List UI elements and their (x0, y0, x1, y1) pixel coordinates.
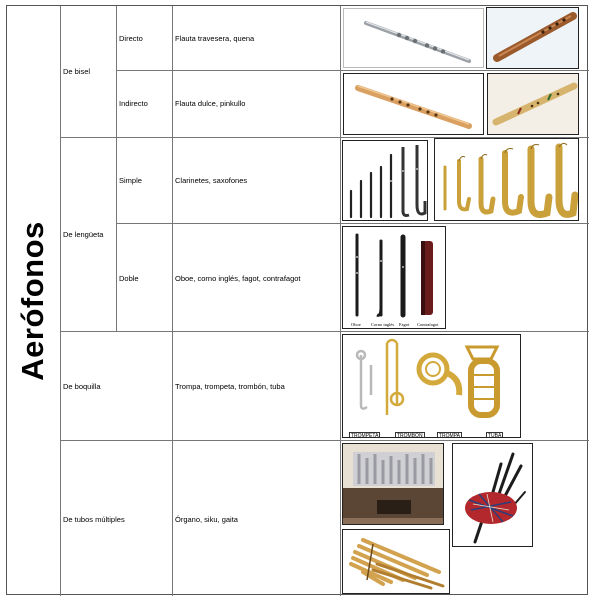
label-tuba: TUBA (488, 433, 502, 438)
label-trompeta: TROMPETA (351, 433, 379, 438)
examples-indirecto: Flauta dulce, pinkullo (175, 99, 246, 108)
title-column (7, 6, 60, 596)
organ-image (342, 443, 444, 525)
examples-boquilla: Trompa, trompeta, trombón, tuba (175, 382, 285, 391)
brass-image (342, 334, 521, 438)
transverse-flute-image (343, 8, 484, 68)
subgroup-label-directo: Directo (119, 34, 143, 43)
grid-line (116, 6, 117, 331)
subgroup-label-doble: Doble (119, 274, 139, 283)
grid-line (116, 223, 589, 224)
instrument-table (6, 5, 588, 595)
saxophones-image (434, 138, 579, 221)
siku-image (342, 529, 450, 594)
grid-line (60, 440, 589, 441)
group-label-lengueta: De lengüeta (63, 230, 104, 239)
bagpipe-image (452, 443, 533, 547)
caption-oboe: Oboe (351, 322, 361, 327)
examples-doble: Oboe, corno inglés, fagot, contrafagot (175, 274, 301, 283)
double-reeds-image (342, 226, 446, 329)
examples-directo: Flauta travesera, quena (175, 34, 255, 43)
recorder-image (343, 73, 484, 135)
examples-tubos: Órgano, siku, gaita (175, 515, 238, 524)
subgroup-label-simple: Simple (119, 176, 142, 185)
clarinets-image (342, 140, 428, 221)
caption-contrafagot: Contrafagot (417, 322, 439, 327)
group-label-bisel: De bisel (63, 67, 91, 76)
quena-image (486, 7, 579, 69)
grid-line (60, 6, 61, 596)
grid-line (116, 70, 589, 71)
grid-line (172, 6, 173, 596)
group-label-tubos: De tubos múltiples (63, 515, 125, 524)
examples-simple: Clarinetes, saxofones (175, 176, 248, 185)
subgroup-label-indirecto: Indirecto (119, 99, 148, 108)
label-trompa: TROMPA (439, 433, 461, 438)
page-title: Aerófonos (15, 221, 50, 381)
group-label-boquilla: De boquilla (63, 382, 101, 391)
caption-fagot: Fagot (399, 322, 410, 327)
label-trombon: TROMBÓN (397, 433, 423, 438)
grid-line (340, 6, 341, 596)
pinkullo-image (487, 73, 579, 135)
caption-corno-ingles: Corno inglés (371, 322, 395, 327)
grid-line (60, 331, 589, 332)
